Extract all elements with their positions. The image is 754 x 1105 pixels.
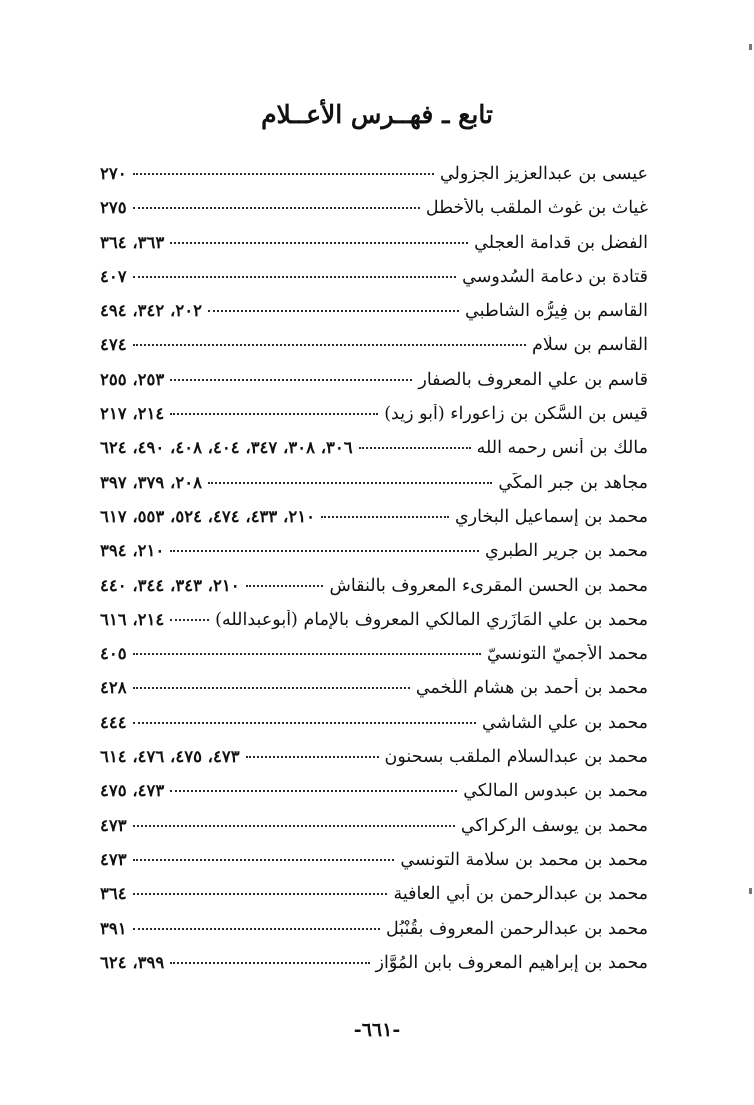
entry-name: محمد بن يوسف الركراكي	[460, 815, 648, 836]
entry-pages: ٤٠٧	[100, 266, 127, 286]
index-entry	[100, 370, 648, 404]
index-entry	[100, 301, 648, 335]
entry-pages: ٤٧٣، ٤٧٥	[100, 781, 165, 801]
dot-leader	[208, 482, 492, 484]
entry-pages: ٤٢٨	[100, 678, 127, 698]
entry-pages: ٤٧٣	[100, 815, 127, 835]
index-entry	[100, 438, 648, 472]
entry-pages: ٤٧٣، ٤٧٥، ٤٧٦، ٦١٤	[100, 747, 240, 767]
index-entry	[100, 781, 648, 815]
entry-name: الفضل بن قدامة العجلي	[474, 232, 648, 253]
dot-leader	[133, 653, 481, 655]
entry-pages: ٣٦٤	[100, 884, 127, 904]
dot-leader	[208, 310, 459, 312]
entry-pages: ٣٩١	[100, 918, 127, 938]
index-entry	[100, 884, 648, 918]
dot-leader	[133, 859, 395, 861]
entry-name: محمد بن أحمد بن هشام اللَّخمي	[415, 678, 648, 699]
index-entry	[100, 644, 648, 678]
index-entry	[100, 850, 648, 884]
index-entry	[100, 713, 648, 747]
dot-leader	[133, 344, 526, 346]
entry-name: محمد بن إسماعيل البخاري	[454, 506, 648, 527]
entry-name: محمد بن علي الشاشي	[481, 712, 648, 733]
entry-pages: ٣٩٩، ٦٢٤	[100, 952, 165, 972]
index-entry	[100, 953, 648, 987]
entry-name: عيسى بن عبدالعزيز الجزولي	[439, 164, 648, 184]
dot-leader	[359, 447, 471, 449]
entry-pages: ٢١٠، ٤٣٣، ٤٧٤، ٥٢٤، ٥٥٣، ٦١٧	[100, 506, 315, 526]
entry-pages: ٤٧٣	[100, 849, 127, 869]
entry-name: قتادة بن دعامة السُدوسي	[462, 266, 648, 287]
entry-pages: ٢١٤، ٢١٧	[100, 404, 165, 424]
scan-mark	[749, 888, 752, 894]
index-list	[100, 164, 648, 987]
entry-name: غياث بن غوث الملقب بالأخطل	[425, 198, 648, 219]
page-title: تابع ـ فهــرس الأعــلام	[261, 100, 493, 129]
dot-leader	[133, 207, 420, 209]
entry-name: محمد بن جرير الطبري	[484, 541, 648, 562]
entry-pages: ٣٦٣، ٣٦٤	[100, 232, 165, 252]
index-entry	[100, 473, 648, 507]
entry-pages: ٣٠٦، ٣٠٨، ٣٤٧، ٤٠٤، ٤٠٨، ٤٩٠، ٦٢٤	[100, 438, 353, 458]
entry-name: محمد الأجميّ التونسيّ	[486, 644, 648, 665]
index-entry	[100, 404, 648, 438]
index-entry	[100, 678, 648, 712]
dot-leader	[246, 756, 379, 758]
entry-name: قاسم بن علي المعروف بالصفار	[418, 369, 648, 390]
entry-pages: ٤٤٤	[100, 712, 127, 732]
entry-pages: ٤٧٤	[100, 335, 127, 355]
dot-leader	[321, 516, 449, 518]
entry-name: مالك بن أنس رحمه الله	[476, 438, 648, 459]
dot-leader	[170, 790, 457, 792]
index-entry	[100, 198, 648, 232]
entry-name: محمد بن عبدالرحمن المعروف بقُنْبُل	[386, 918, 648, 939]
index-entry	[100, 610, 648, 644]
entry-pages: ٢٠٨، ٣٧٩، ٣٩٧	[100, 472, 202, 492]
index-entry	[100, 576, 648, 610]
entry-pages: ٢١٤، ٦١٦	[100, 609, 165, 629]
entry-pages: ٤٠٥	[100, 644, 127, 664]
dot-leader	[133, 173, 434, 175]
index-entry	[100, 267, 648, 301]
dot-leader	[133, 825, 455, 827]
dot-leader	[170, 413, 378, 415]
entry-name: محمد بن عبدوس المالكي	[463, 781, 648, 802]
index-entry	[100, 335, 648, 369]
entry-name: محمد بن الحسن المقرىء المعروف بالنقاش	[329, 575, 648, 596]
entry-name: القاسم بن سلّام	[532, 335, 648, 356]
dot-leader	[170, 619, 209, 621]
dot-leader	[170, 379, 412, 381]
dot-leader	[170, 962, 369, 964]
dot-leader	[133, 687, 410, 689]
index-entry	[100, 747, 648, 781]
entry-pages: ٢٠٢، ٣٤٢، ٤٩٤	[100, 301, 202, 321]
entry-name: مجاهد بن جبر المكّي	[498, 472, 648, 493]
entry-name: القاسم بن فِيرُّه الشاطبي	[465, 301, 648, 322]
entry-pages: ٢١٠، ٣٤٣، ٣٤٤، ٤٤٠	[100, 575, 240, 595]
index-entry	[100, 164, 648, 198]
index-entry	[100, 919, 648, 953]
index-entry	[100, 541, 648, 575]
page-number: -٦٦١-	[353, 1019, 401, 1041]
dot-leader	[170, 242, 468, 244]
entry-pages: ٢٧٠	[100, 164, 127, 183]
entry-name: قيس بن السَّكن بن زاعوراء (أبو زيد)	[384, 404, 648, 425]
dot-leader	[246, 585, 324, 587]
dot-leader	[133, 722, 476, 724]
index-entry	[100, 233, 648, 267]
entry-name: محمد بن إبراهيم المعروف بابن المُوَّاز	[375, 952, 648, 973]
entry-pages: ٢٥٣، ٢٥٥	[100, 369, 165, 389]
dot-leader	[133, 276, 457, 278]
dot-leader	[170, 550, 479, 552]
scan-mark	[749, 44, 752, 50]
entry-name: محمد بن عبدالسلام الملقب بسحنون	[384, 747, 648, 768]
entry-name: محمد بن علي المَازَري المالكي المعروف بالإمام (أبوعبدالله)	[215, 609, 648, 630]
dot-leader	[133, 893, 388, 895]
index-entry	[100, 507, 648, 541]
entry-name: محمد بن محمد بن سلامة التونسي	[400, 849, 648, 870]
dot-leader	[133, 928, 380, 930]
entry-pages: ٢٧٥	[100, 198, 127, 218]
entry-pages: ٢١٠، ٣٩٤	[100, 541, 165, 561]
entry-name: محمد بن عبدالرحمن بن أبي العافية	[393, 884, 648, 905]
index-entry	[100, 816, 648, 850]
